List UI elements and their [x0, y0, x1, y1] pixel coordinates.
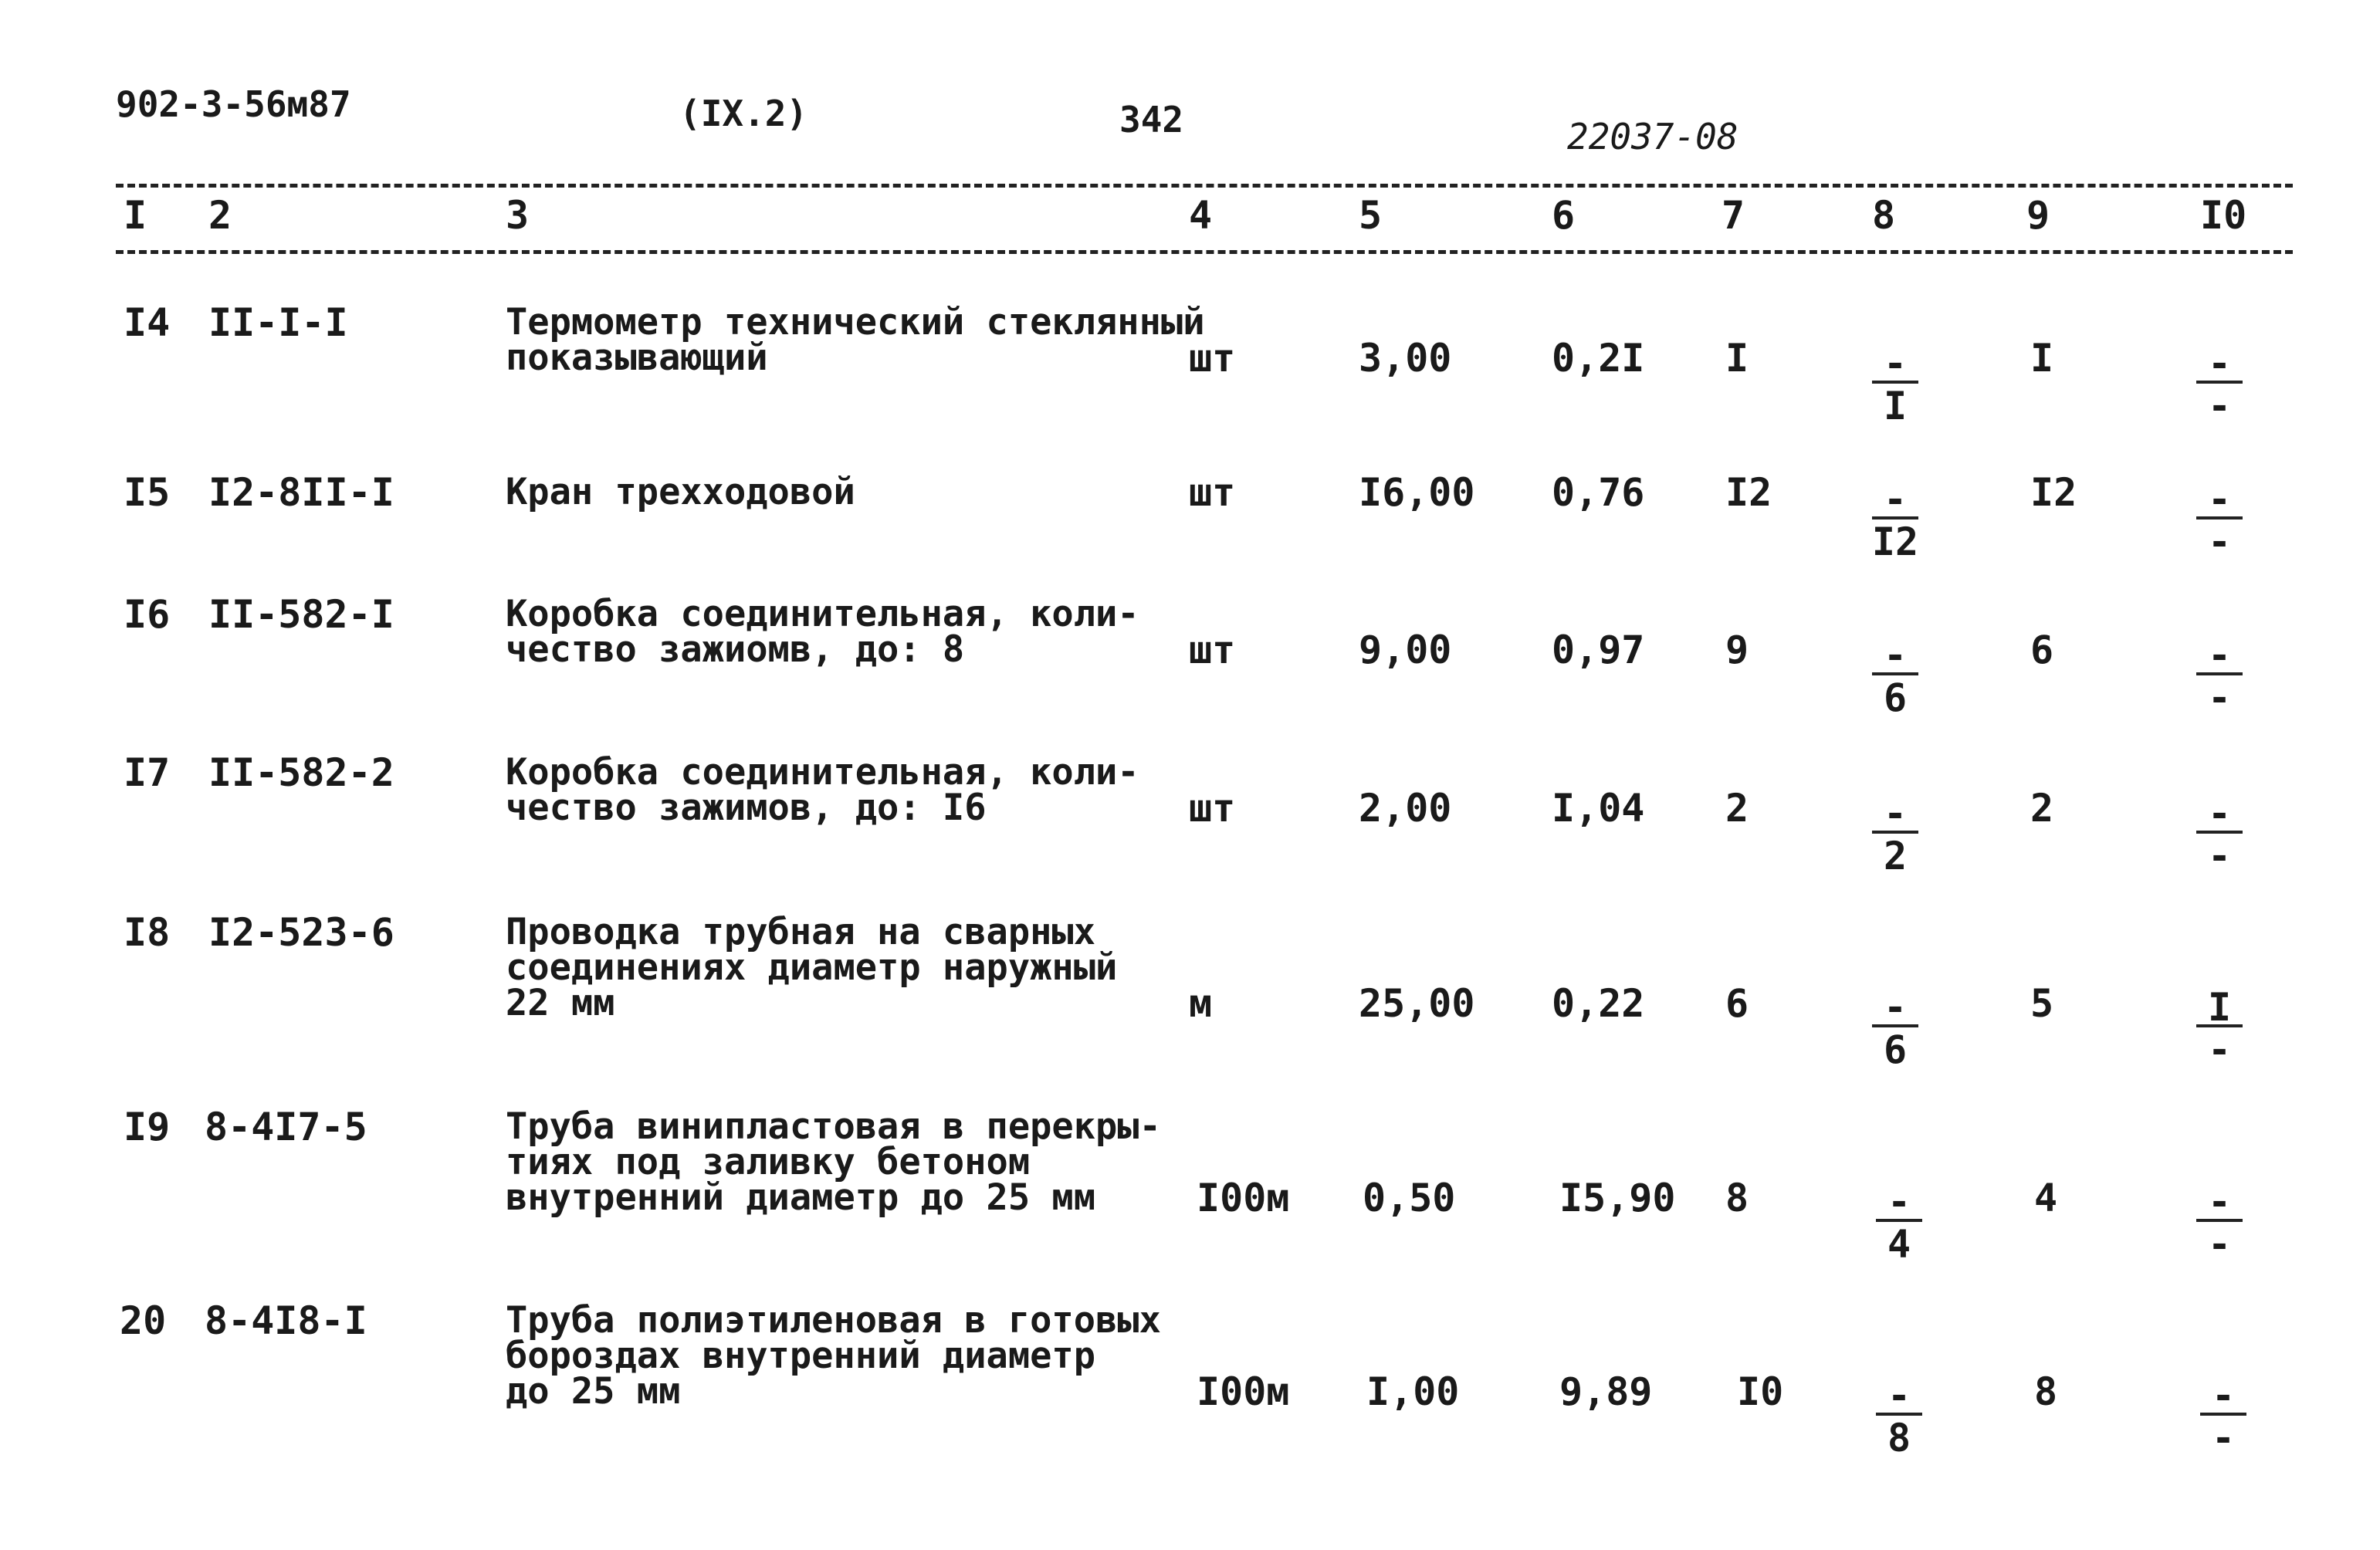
unit: шт: [1189, 336, 1236, 381]
unit: м: [1189, 981, 1213, 1026]
coefficient: 0,22: [1552, 981, 1645, 1026]
header-bottom-rule: [116, 250, 2293, 254]
column-10-fraction: - -: [2189, 348, 2250, 425]
column-header-3: 3: [506, 193, 530, 238]
table-row: [0, 1105, 2380, 1267]
unit: I00м: [1197, 1176, 1290, 1220]
unit: I00м: [1197, 1369, 1290, 1414]
quantity: 25,00: [1359, 981, 1475, 1026]
column-9-value: 2: [2030, 786, 2054, 831]
norm-code: II-582-I: [208, 592, 394, 637]
item-description: Коробка соединительная, коли- чество зажимов, до: I6: [506, 751, 1139, 829]
column-8-fraction: - 8: [1868, 1380, 1930, 1457]
column-7-value: 6: [1725, 981, 1749, 1026]
row-number: I8: [124, 910, 171, 955]
column-header-8: 8: [1872, 193, 1896, 238]
item-description: Термометр технический стеклянный показывающий: [506, 301, 1205, 379]
column-10-fraction: - -: [2189, 640, 2250, 717]
norm-code: II-582-2: [208, 750, 394, 795]
coefficient: 0,97: [1552, 628, 1645, 672]
document-code: 902-3-56м87: [116, 83, 351, 125]
page-number: 342: [1119, 99, 1184, 140]
table-row: [0, 1298, 2380, 1460]
quantity: I6,00: [1359, 470, 1475, 515]
coefficient: 9,89: [1559, 1369, 1653, 1414]
row-number: 20: [120, 1298, 167, 1343]
coefficient: 0,2I: [1552, 336, 1645, 381]
column-10-fraction: - -: [2189, 484, 2250, 561]
coefficient: I5,90: [1559, 1176, 1676, 1220]
row-number: I7: [124, 750, 171, 795]
column-8-fraction: - 6: [1864, 640, 1926, 717]
column-8-fraction: - I: [1864, 348, 1926, 425]
column-10-fraction: - -: [2189, 798, 2250, 875]
column-8-fraction: - 6: [1864, 992, 1926, 1069]
column-header-10: I0: [2200, 193, 2247, 238]
column-7-value: 9: [1725, 628, 1749, 672]
column-8-fraction: - 4: [1868, 1186, 1930, 1264]
norm-code: 8-4I7-5: [205, 1105, 367, 1149]
row-number: I6: [124, 592, 171, 637]
column-7-value: 8: [1725, 1176, 1749, 1220]
item-description: Труба полиэтиленовая в готовых бороздах внутренний диаметр до 25 мм: [506, 1299, 1161, 1413]
norm-code: I2-8II-I: [208, 470, 394, 515]
column-9-value: I: [2030, 336, 2054, 381]
column-header-7: 7: [1722, 193, 1745, 238]
row-number: I4: [124, 300, 171, 345]
coefficient: 0,76: [1552, 470, 1645, 515]
column-9-value: 6: [2030, 628, 2054, 672]
column-7-value: I0: [1737, 1369, 1784, 1414]
quantity: 0,50: [1363, 1176, 1456, 1220]
column-8-fraction: - I2: [1871, 477, 1919, 564]
column-7-value: I: [1725, 336, 1749, 381]
unit: шт: [1189, 628, 1236, 672]
header-top-rule: [116, 184, 2293, 188]
column-8-fraction: - 2: [1864, 798, 1926, 875]
quantity: 3,00: [1359, 336, 1452, 381]
item-description: Коробка соединительная, коли- чество зажиомв, до: 8: [506, 593, 1139, 671]
quantity: I,00: [1366, 1369, 1460, 1414]
row-number: I9: [124, 1105, 171, 1149]
item-description: Труба винипластовая в перекры- тиях под заливку бетоном внутренний диаметр до 25 мм: [506, 1105, 1161, 1219]
unit: шт: [1189, 786, 1236, 831]
norm-code: I2-523-6: [208, 910, 394, 955]
column-header-5: 5: [1359, 193, 1383, 238]
column-header-9: 9: [2026, 193, 2050, 238]
column-7-value: I2: [1725, 470, 1772, 515]
column-9-value: 5: [2030, 981, 2054, 1026]
column-header-4: 4: [1189, 193, 1213, 238]
item-description: Кран трехходовой: [506, 471, 855, 513]
column-header-2: 2: [208, 193, 232, 238]
quantity: 9,00: [1359, 628, 1452, 672]
unit: шт: [1189, 470, 1236, 515]
column-header-1: I: [124, 193, 147, 238]
quantity: 2,00: [1359, 786, 1452, 831]
section-number: (IX.2): [679, 93, 808, 134]
table-row: [0, 300, 2380, 428]
column-7-value: 2: [1725, 786, 1749, 831]
norm-code: II-I-I: [208, 300, 348, 345]
column-9-value: 8: [2034, 1369, 2058, 1414]
column-header-6: 6: [1552, 193, 1576, 238]
column-9-value: 4: [2034, 1176, 2058, 1220]
row-number: I5: [124, 470, 171, 515]
table-row: [0, 750, 2380, 878]
column-9-value: I2: [2030, 470, 2077, 515]
column-10-fraction: I -: [2189, 992, 2250, 1069]
item-description: Проводка трубная на сварных соединениях диаметр наружный 22 мм: [506, 911, 1118, 1024]
sheet-code: 22037-08: [1567, 116, 1738, 157]
column-10-fraction: - -: [2189, 1186, 2250, 1264]
coefficient: I,04: [1552, 786, 1645, 831]
norm-code: 8-4I8-I: [205, 1298, 367, 1343]
column-10-fraction: - -: [2192, 1380, 2254, 1457]
